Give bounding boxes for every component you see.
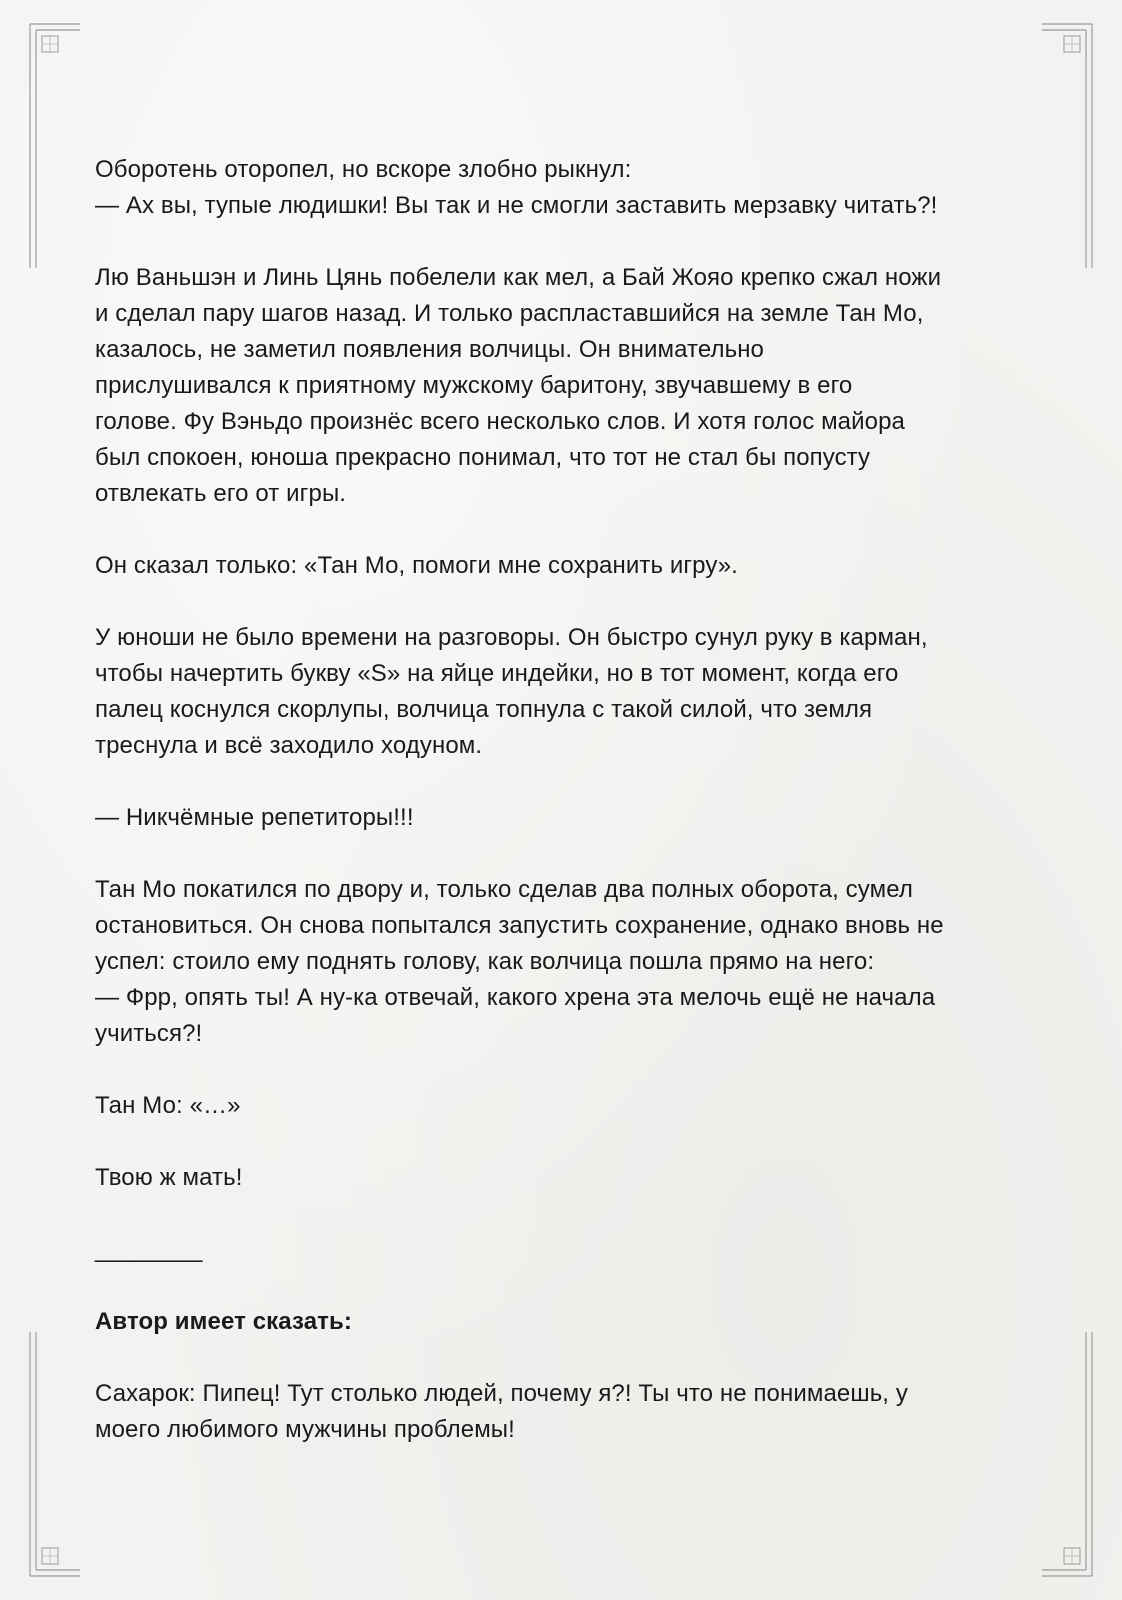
text-line: прислушивался к приятному мужскому баритону, звучавшему в его bbox=[95, 372, 853, 399]
text-line: казалось, не заметил появления волчицы. Он внимательно bbox=[95, 336, 764, 363]
text-line: чтобы начертить букву «S» на яйце индейки, но в тот момент, когда его bbox=[95, 660, 899, 687]
text-line: У юноши не было времени на разговоры. Он быстро сунул руку в карман, bbox=[95, 624, 928, 651]
author-note-text bbox=[95, 1376, 1035, 1448]
text-line: Он сказал только: «Тан Мо, помоги мне сохранить игру». bbox=[95, 552, 738, 579]
text-line: Тан Мо: «…» bbox=[95, 1092, 241, 1119]
frame-corner-bottom-left-ornament bbox=[22, 1332, 82, 1582]
paragraph bbox=[95, 872, 1035, 1052]
text-line: Твою ж мать! bbox=[95, 1164, 243, 1191]
text-line: остановиться. Он снова попытался запустить сохранение, однако вновь не bbox=[95, 912, 944, 939]
text-line: голове. Фу Вэньдо произнёс всего несколько слов. И хотя голос майора bbox=[95, 408, 905, 435]
text-line: — Фрр, опять ты! А ну-ка отвечай, какого хрена эта мелочь ещё не начала bbox=[95, 984, 936, 1011]
paragraph bbox=[95, 260, 1035, 512]
text-line: — Никчёмные репетиторы!!! bbox=[95, 804, 414, 831]
text-line: палец коснулся скорлупы, волчица топнула с такой силой, что земля bbox=[95, 696, 873, 723]
frame-corner-top-left-ornament bbox=[22, 18, 82, 268]
author-note-heading: Автор имеет сказать: bbox=[95, 1308, 352, 1335]
frame-corner-top-right-ornament bbox=[1040, 18, 1100, 268]
text-line: и сделал пару шагов назад. И только распластавшийся на земле Тан Мо, bbox=[95, 300, 924, 327]
document-body bbox=[95, 152, 1035, 1484]
text-line: — Ах вы, тупые людишки! Вы так и не смогли заставить мерзавку читать?! bbox=[95, 192, 938, 219]
text-line: треснула и всё заходило ходуном. bbox=[95, 732, 483, 759]
paragraph bbox=[95, 548, 1035, 584]
text-line: моего любимого мужчины проблемы! bbox=[95, 1416, 515, 1443]
text-line: учиться?! bbox=[95, 1020, 203, 1047]
paragraph bbox=[95, 1088, 1035, 1124]
text-line: отвлекать его от игры. bbox=[95, 480, 347, 507]
frame-corner-bottom-right-ornament bbox=[1040, 1332, 1100, 1582]
section-separator: ________ bbox=[95, 1236, 203, 1263]
text-line: был спокоен, юноша прекрасно понимал, что тот не стал бы попусту bbox=[95, 444, 871, 471]
text-line: Лю Ваньшэн и Линь Цянь побелели как мел, а Бай Жояо крепко сжал ножи bbox=[95, 264, 942, 291]
text-line: успел: стоило ему поднять голову, как волчица пошла прямо на него: bbox=[95, 948, 875, 975]
text-line: Сахарок: Пипец! Тут столько людей, почему я?! Ты что не понимаешь, у bbox=[95, 1380, 908, 1407]
paragraph bbox=[95, 1160, 1035, 1196]
paragraph bbox=[95, 800, 1035, 836]
paragraph bbox=[95, 620, 1035, 764]
paragraph bbox=[95, 152, 1035, 224]
text-line: Тан Мо покатился по двору и, только сделав два полных оборота, сумел bbox=[95, 876, 913, 903]
text-line: Оборотень оторопел, но вскоре злобно рыкнул: bbox=[95, 156, 632, 183]
